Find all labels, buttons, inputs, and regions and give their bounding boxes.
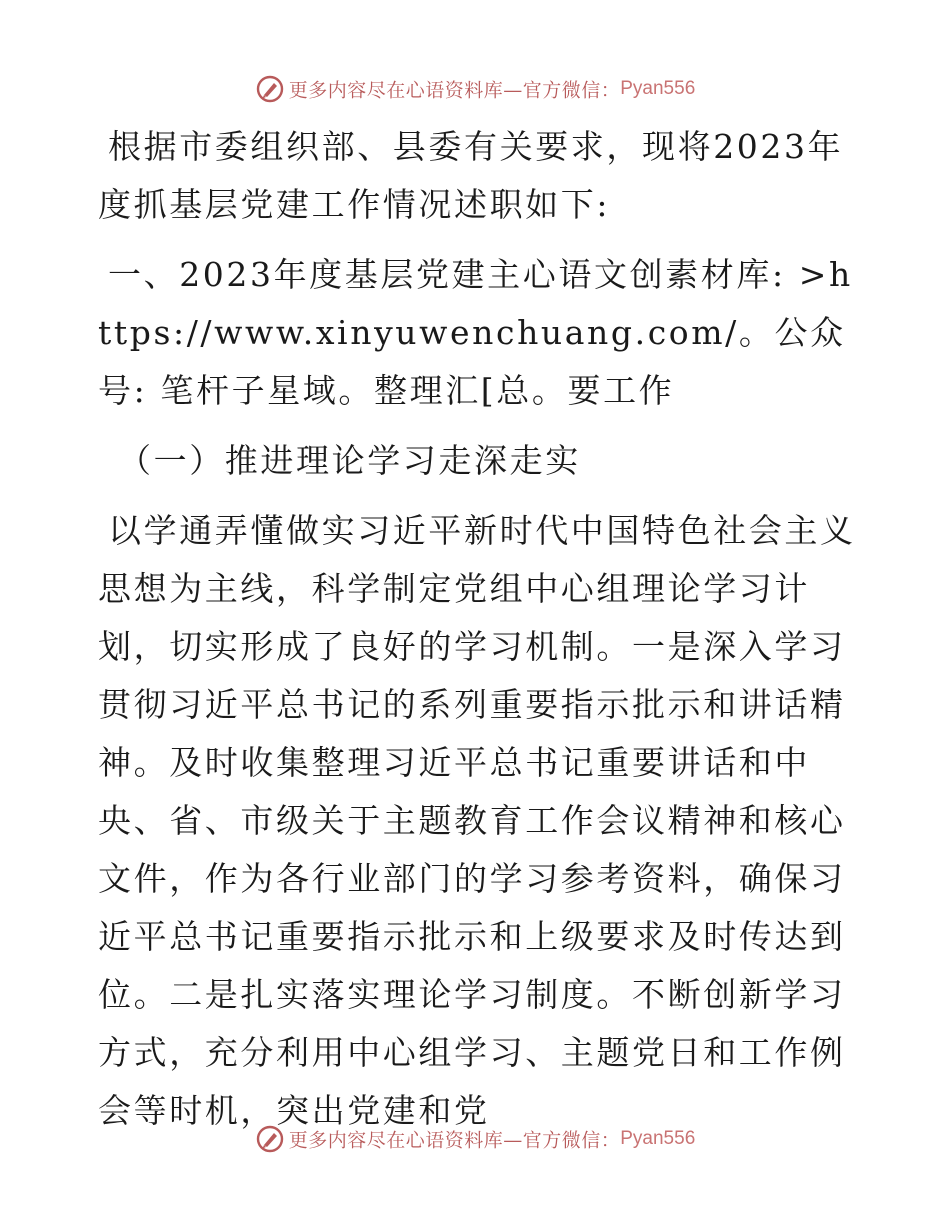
watermark-handle: Pyan556 [620,1128,696,1149]
footer-watermark [0,1124,950,1154]
document-body [98,118,858,1140]
body-paragraph: 以学通弄懂做实习近平新时代中国特色社会主义思想为主线，科学制定党组中心组理论学习计划，切实形成了良好的学习机制。一是深入学习贯彻习近平总书记的系列重要指示批示和讲话精神。及时收集整理习近平总书记重要讲话和中央、省、市级关于主题教育工作会议精神和核心文件，作为各行业部门的学习参考资料，确保习近平总书记重要指示批示和上级要求及时传达到位。二是扎实落实理论学习制度。不断创新学习方式，充分利用中心组学习、主题党日和工作例会等时机，突出党建和党 [98,511,856,1130]
intro-paragraph: 根据市委组织部、县委有关要求，现将2023年度抓基层党建工作情况述职如下: [98,127,844,224]
section-heading-1: 一、2023年度基层党建主心语文创素材库: >https://www.xinyuwenchuang.com/。公众号: 笔杆子星域。整理汇[总。要工作 [98,255,853,410]
watermark-handle: Pyan556 [620,78,696,99]
header-watermark [0,74,950,104]
pen-logo-icon [255,1124,285,1154]
pen-logo-icon [255,74,285,104]
subsection-heading-1: （一）推进理论学习走深走实 [118,441,581,480]
watermark-text: 更多内容尽在心语资料库—官方微信： [288,1129,621,1152]
watermark-text: 更多内容尽在心语资料库—官方微信： [288,79,621,102]
